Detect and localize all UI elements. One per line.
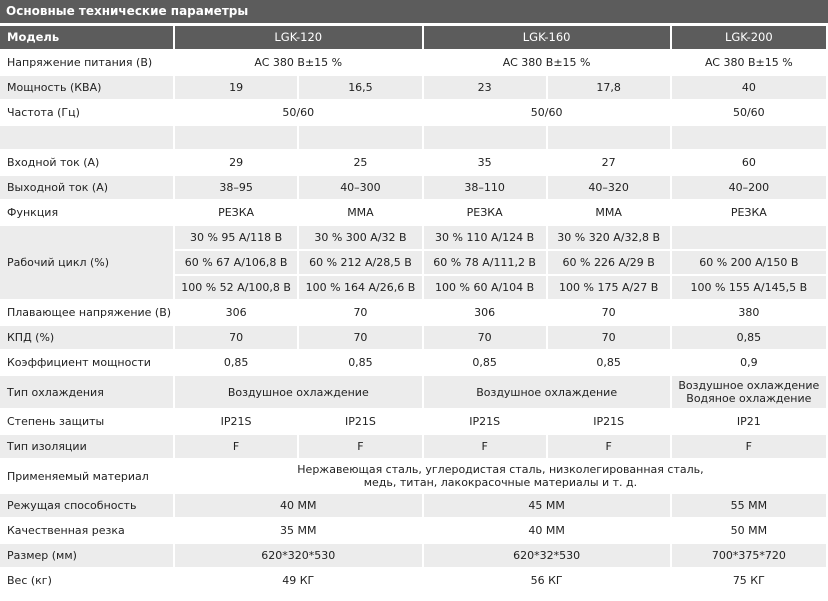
- table-cell: 30 % 95 A/118 В: [175, 226, 297, 249]
- table-cell: [299, 126, 421, 149]
- table-cell: 70: [424, 326, 546, 349]
- table-row: [0, 151, 826, 174]
- table-cell: 70: [548, 326, 670, 349]
- table-cell: 40–200: [672, 176, 826, 199]
- table-cell: 38–95: [175, 176, 297, 199]
- material-line-1: Нержавеющая сталь, углеродистая сталь, низколегированная сталь,: [297, 463, 704, 476]
- table-cell: 60 % 212 A/28,5 В: [299, 251, 421, 274]
- table-cell: [672, 226, 826, 249]
- table-cell: 380: [672, 301, 826, 324]
- table-row: [0, 410, 826, 433]
- row-label: Применяемый материал: [0, 460, 173, 492]
- table-cell: РЕЗКА: [424, 201, 546, 224]
- table-cell: 40: [672, 76, 826, 99]
- row-label: Входной ток (A): [0, 151, 173, 174]
- table-cell: F: [424, 435, 546, 458]
- table-row: [0, 376, 826, 408]
- row-label: Размер (мм): [0, 544, 173, 567]
- table-row: [0, 226, 826, 249]
- row-label: Качественная резка: [0, 519, 173, 542]
- table-cell: 0,85: [424, 351, 546, 374]
- table-cell: 60 % 78 A/111,2 В: [424, 251, 546, 274]
- table-cell: 100 % 175 A/27 В: [548, 276, 670, 299]
- table-cell: 30 % 320 A/32,8 В: [548, 226, 670, 249]
- table-cell: MMA: [548, 201, 670, 224]
- row-label: Плавающее напряжение (В): [0, 301, 173, 324]
- table-cell: 38–110: [424, 176, 546, 199]
- table-cell: F: [672, 435, 826, 458]
- material-line-2: медь, титан, лакокрасочные материалы и т. д.: [363, 476, 638, 489]
- table-cell: IP21S: [548, 410, 670, 433]
- table-cell: 620*320*530: [175, 544, 422, 567]
- row-label: Рабочий цикл (%): [0, 226, 173, 299]
- table-cell: IP21S: [299, 410, 421, 433]
- table-cell: 620*32*530: [424, 544, 670, 567]
- table-cell: [175, 126, 297, 149]
- table-cell: 50/60: [175, 101, 422, 124]
- table-cell: 40 MM: [175, 494, 422, 517]
- table-cell: 29: [175, 151, 297, 174]
- row-label: Выходной ток (A): [0, 176, 173, 199]
- row-label: КПД (%): [0, 326, 173, 349]
- row-label: Коэффициент мощности: [0, 351, 173, 374]
- table-row: [0, 435, 826, 458]
- table-cell: IP21S: [175, 410, 297, 433]
- table-cell: Воздушное охлаждение: [175, 376, 422, 408]
- row-label: Степень защиты: [0, 410, 173, 433]
- table-cell: 25: [299, 151, 421, 174]
- table-cell: 50 MM: [672, 519, 826, 542]
- model-header-lgk160: LGK-160: [424, 26, 670, 49]
- table-cell: AC 380 В±15 %: [672, 51, 826, 74]
- header-label: Модель: [0, 26, 173, 49]
- empty-row: [0, 126, 826, 149]
- table-cell: 100 % 155 A/145,5 В: [672, 276, 826, 299]
- table-cell: AC 380 В±15 %: [424, 51, 670, 74]
- table-cell: Воздушное охлаждение: [424, 376, 670, 408]
- table-cell: 0,85: [299, 351, 421, 374]
- table-cell: 16,5: [299, 76, 421, 99]
- spec-table: [0, 24, 828, 594]
- table-cell: 40–320: [548, 176, 670, 199]
- table-cell: [672, 376, 826, 408]
- table-row: [0, 494, 826, 517]
- table-row: [0, 76, 826, 99]
- table-cell: 700*375*720: [672, 544, 826, 567]
- table-cell: 40 MM: [424, 519, 670, 542]
- table-row: [0, 176, 826, 199]
- row-label: Тип охлаждения: [0, 376, 173, 408]
- table-cell: [0, 126, 173, 149]
- table-cell: 56 КГ: [424, 569, 670, 592]
- row-label: Частота (Гц): [0, 101, 173, 124]
- table-cell: 50/60: [424, 101, 670, 124]
- table-cell: 100 % 164 A/26,6 В: [299, 276, 421, 299]
- table-cell: 30 % 110 A/124 В: [424, 226, 546, 249]
- table-cell: [424, 126, 546, 149]
- table-row: [0, 326, 826, 349]
- row-label: Мощность (КВА): [0, 76, 173, 99]
- table-row: [0, 544, 826, 567]
- table-cell: IP21: [672, 410, 826, 433]
- table-row: [0, 101, 826, 124]
- table-cell: 19: [175, 76, 297, 99]
- table-cell: 0,85: [672, 326, 826, 349]
- table-cell: 60: [672, 151, 826, 174]
- row-label: Функция: [0, 201, 173, 224]
- table-cell: РЕЗКА: [672, 201, 826, 224]
- table-cell: 306: [175, 301, 297, 324]
- table-cell: 55 MM: [672, 494, 826, 517]
- table-cell: [175, 460, 826, 492]
- table-cell: AC 380 В±15 %: [175, 51, 422, 74]
- table-cell: 70: [548, 301, 670, 324]
- table-cell: 60 % 226 A/29 В: [548, 251, 670, 274]
- table-cell: 0,85: [175, 351, 297, 374]
- page-title: Основные технические параметры: [6, 4, 249, 18]
- table-cell: F: [175, 435, 297, 458]
- table-cell: 75 КГ: [672, 569, 826, 592]
- table-cell: F: [299, 435, 421, 458]
- table-row: [0, 351, 826, 374]
- table-cell: 70: [175, 326, 297, 349]
- table-cell: 35: [424, 151, 546, 174]
- table-cell: 27: [548, 151, 670, 174]
- table-cell: IP21S: [424, 410, 546, 433]
- table-cell: 35 MM: [175, 519, 422, 542]
- table-cell: 50/60: [672, 101, 826, 124]
- table-cell: 45 MM: [424, 494, 670, 517]
- table-row: [0, 301, 826, 324]
- table-cell: 100 % 52 A/100,8 В: [175, 276, 297, 299]
- table-row: [0, 460, 826, 492]
- table-cell: 60 % 67 A/106,8 В: [175, 251, 297, 274]
- table-cell: 0,9: [672, 351, 826, 374]
- table-row: [0, 569, 826, 592]
- table-row: [0, 201, 826, 224]
- model-header-lgk120: LGK-120: [175, 26, 422, 49]
- table-cell: 30 % 300 A/32 В: [299, 226, 421, 249]
- table-cell: 17,8: [548, 76, 670, 99]
- row-label: Вес (кг): [0, 569, 173, 592]
- cooling-line-2: Водяное охлаждение: [686, 392, 812, 405]
- row-label: Напряжение питания (В): [0, 51, 173, 74]
- table-cell: [672, 126, 826, 149]
- table-cell: 306: [424, 301, 546, 324]
- table-row: [0, 519, 826, 542]
- row-label: Тип изоляции: [0, 435, 173, 458]
- table-cell: 70: [299, 326, 421, 349]
- table-cell: 70: [299, 301, 421, 324]
- table-cell: [548, 126, 670, 149]
- table-cell: РЕЗКА: [175, 201, 297, 224]
- table-cell: 60 % 200 A/150 В: [672, 251, 826, 274]
- table-cell: 40–300: [299, 176, 421, 199]
- table-cell: F: [548, 435, 670, 458]
- row-label: Режущая способность: [0, 494, 173, 517]
- table-cell: 49 КГ: [175, 569, 422, 592]
- table-header-row: [0, 26, 826, 49]
- model-header-lgk200: LGK-200: [672, 26, 826, 49]
- table-row: [0, 51, 826, 74]
- title-bar: [0, 0, 828, 23]
- table-cell: MMA: [299, 201, 421, 224]
- table-cell: 100 % 60 A/104 В: [424, 276, 546, 299]
- table-cell: 23: [424, 76, 546, 99]
- cooling-line-1: Воздушное охлаждение: [678, 379, 820, 392]
- table-cell: 0,85: [548, 351, 670, 374]
